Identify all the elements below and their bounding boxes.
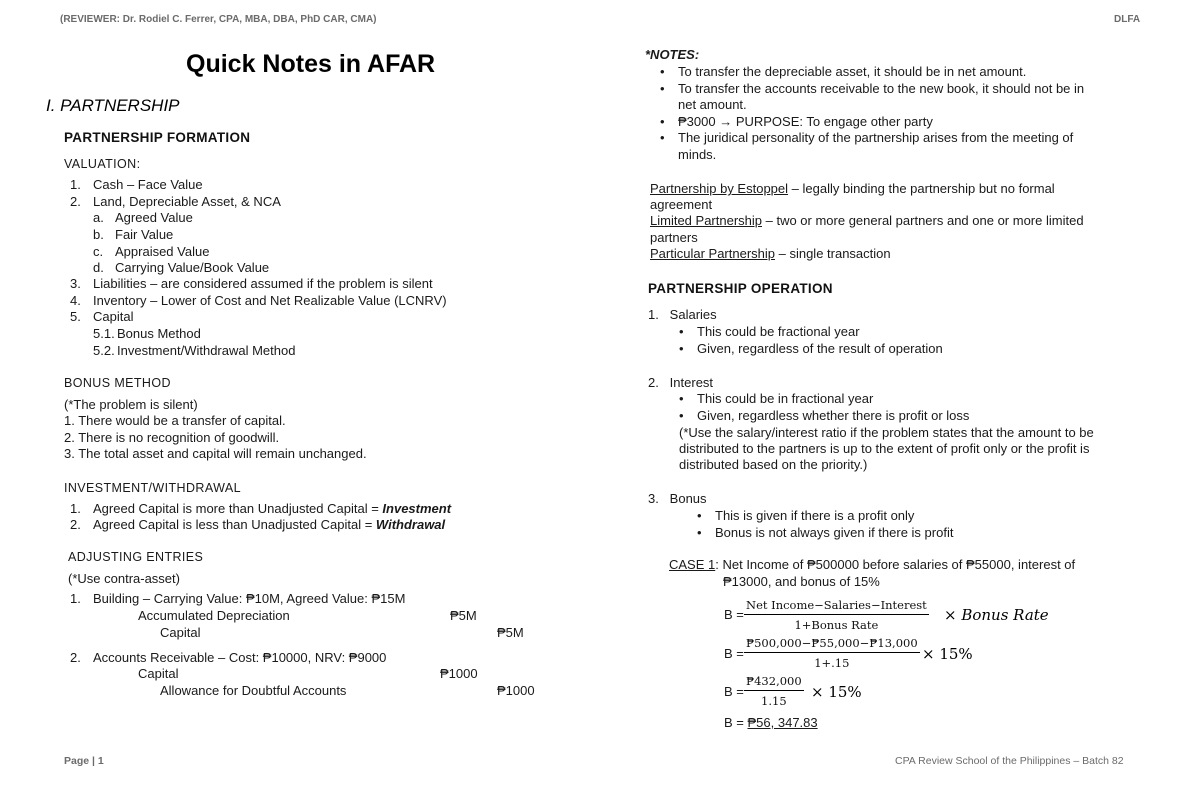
withdrawal-term: Withdrawal (375, 517, 446, 532)
note-item: • To transfer the accounts receivable to the new book, it should not be in (678, 81, 1084, 98)
type-term: Partnership by Estoppel (650, 181, 789, 196)
type-estoppel: Partnership by Estoppel – legally binding the partnership but no formal (650, 181, 1055, 196)
interest-bullet: • Given, regardless whether there is profit or loss (697, 408, 969, 425)
adjusting-heading: ADJUSTING ENTRIES (68, 550, 204, 564)
interest-note: (*Use the salary/interest ratio if the problem states that the amount to be (679, 425, 1094, 440)
formation-heading: PARTNERSHIP FORMATION (64, 130, 251, 145)
entry1-debit-account: Accumulated Depreciation (138, 608, 290, 623)
entry1-description: Building – Carrying Value: ₱10M, Agreed Value: ₱15M (93, 591, 406, 606)
valuation-item-text: Capital (93, 309, 134, 324)
formula2-numerator: ₱500,000−₱55,000−₱13,000 (744, 636, 920, 653)
bonus-bullet: • This is given if there is a profit only (715, 508, 914, 525)
formula3-denominator: 1.15 (761, 694, 787, 708)
footer-school: CPA Review School of the Philippines – Batch 82 (895, 755, 1124, 767)
salaries-label: 1. Salaries (648, 307, 717, 322)
subitem-text: Appraised Value (115, 244, 210, 259)
capital-subitem-text: Investment/Withdrawal Method (117, 343, 296, 358)
formula3-lhs: B = (724, 684, 744, 699)
capital-subitem: 5.2. (93, 343, 115, 358)
adjusting-note: (*Use contra-asset) (68, 571, 180, 586)
note-item: • The juridical personality of the partnership arises from the meeting of (678, 130, 1073, 147)
entry1-credit-account: Capital (160, 625, 201, 640)
formula-result: B = ₱56, 347.83 (724, 715, 818, 730)
notes-label: *NOTES: (645, 47, 700, 62)
formula1-lhs: B = (724, 607, 744, 622)
type-limited-cont: partners (650, 230, 698, 245)
bonus-method-item: 2. There is no recognition of goodwill. (64, 430, 280, 445)
capital-subitem: 5.1. (93, 326, 115, 341)
interest-bullet: • This could be in fractional year (697, 391, 873, 408)
valuation-label: VALUATION: (64, 157, 141, 171)
type-limited: Limited Partnership – two or more general partners and one or more limited (650, 213, 1084, 228)
interest-note: distributed to the partners is up to the extent of profit only or the profit is (679, 441, 1090, 456)
entry2-credit-account: Allowance for Doubtful Accounts (160, 683, 347, 698)
subitem: c. (93, 244, 104, 259)
entry2-num: 2. (70, 650, 81, 665)
type-particular: Particular Partnership – single transaction (650, 246, 891, 261)
note-item-cont: minds. (678, 147, 717, 162)
formula1-denominator: 1+Bonus Rate (794, 618, 879, 632)
type-estoppel-cont: agreement (650, 197, 713, 212)
bonus-method-heading: BONUS METHOD (64, 376, 171, 390)
formula2-denominator: 1+.15 (814, 656, 850, 670)
bonus-bullet: • Bonus is not always given if there is profit (715, 525, 953, 542)
subitem-text: Carrying Value/Book Value (115, 260, 270, 275)
case1-line2: ₱13000, and bonus of 15% (723, 574, 880, 589)
valuation-item-text: Inventory – Lower of Cost and Net Realizable Value (LCNRV) (93, 293, 447, 308)
valuation-item: 5. (70, 309, 81, 324)
note-item: • ₱3000 → PURPOSE: To engage other party (678, 114, 933, 131)
result-value: ₱56, 347.83 (747, 715, 818, 730)
valuation-item-text: Liabilities – are considered assumed if the problem is silent (93, 276, 433, 291)
formula2-multiplier: × 15% (922, 645, 973, 663)
reviewer-header: (REVIEWER: Dr. Rodiel C. Ferrer, CPA, MBA, DBA, PhD CAR, CMA) (60, 14, 377, 25)
entry2-credit-amount: ₱1000 (497, 683, 535, 698)
salaries-bullet: • This could be fractional year (697, 324, 860, 341)
formula3-multiplier: × 15% (811, 683, 862, 701)
subitem: d. (93, 260, 104, 275)
formula3-fraction (744, 674, 804, 708)
investment-item-num: 1. (70, 501, 81, 516)
bonus-label: 3. Bonus (648, 491, 707, 506)
bonus-method-item: 1. There would be a transfer of capital. (64, 413, 286, 428)
dlfa-logo: DLFA (1114, 14, 1141, 25)
valuation-item: 3. (70, 276, 81, 291)
subitem-text: Fair Value (115, 227, 174, 242)
valuation-item: 1. (70, 177, 81, 192)
valuation-item-text: Cash – Face Value (93, 177, 203, 192)
page-number: Page | 1 (64, 755, 104, 767)
valuation-item: 2. (70, 194, 81, 209)
formula3-numerator: ₱432,000 (744, 674, 804, 691)
operation-heading: PARTNERSHIP OPERATION (648, 281, 833, 296)
note-item: • To transfer the depreciable asset, it should be in net amount. (678, 64, 1026, 81)
interest-label: 2. Interest (648, 375, 714, 390)
valuation-item: 4. (70, 293, 81, 308)
investment-term: Investment (382, 501, 452, 516)
subitem: a. (93, 210, 104, 225)
subitem-text: Agreed Value (115, 210, 193, 225)
entry2-description: Accounts Receivable – Cost: ₱10000, NRV: ₱9000 (93, 650, 387, 665)
type-term: Particular Partnership (650, 246, 775, 261)
subitem: b. (93, 227, 104, 242)
investment-item: Agreed Capital is more than Unadjusted Capital = Investment (93, 501, 452, 516)
investment-item-num: 2. (70, 517, 81, 532)
formula1-fraction (744, 598, 929, 632)
formula2-lhs: B = (724, 646, 744, 661)
formula1-numerator: Net Income−Salaries−Interest (744, 598, 929, 615)
investment-heading: INVESTMENT/WITHDRAWAL (64, 481, 241, 495)
type-term: Limited Partnership (650, 213, 762, 228)
note-item-cont: net amount. (678, 97, 747, 112)
case1-line: CASE 1: Net Income of ₱500000 before salaries of ₱55000, interest of (669, 557, 1076, 572)
page-title: Quick Notes in AFAR (186, 50, 436, 78)
formula2-fraction (744, 636, 920, 670)
formula1-multiplier: × Bonus Rate (944, 606, 1049, 624)
entry2-debit-account: Capital (138, 666, 179, 681)
salaries-bullet: • Given, regardless of the result of operation (697, 341, 943, 358)
entry1-credit-amount: ₱5M (497, 625, 524, 640)
entry1-num: 1. (70, 591, 81, 606)
valuation-item-text: Land, Depreciable Asset, & NCA (93, 194, 281, 209)
entry2-debit-amount: ₱1000 (440, 666, 478, 681)
entry1-debit-amount: ₱5M (450, 608, 477, 623)
interest-note: distributed based on the priority.) (679, 457, 868, 472)
bonus-method-note: (*The problem is silent) (64, 397, 198, 412)
capital-subitem-text: Bonus Method (117, 326, 201, 341)
section-heading: I. PARTNERSHIP (46, 96, 180, 115)
bonus-method-item: 3. The total asset and capital will remain unchanged. (64, 446, 367, 461)
investment-item: Agreed Capital is less than Unadjusted Capital = Withdrawal (93, 517, 446, 532)
case1-label: CASE 1 (669, 557, 716, 572)
